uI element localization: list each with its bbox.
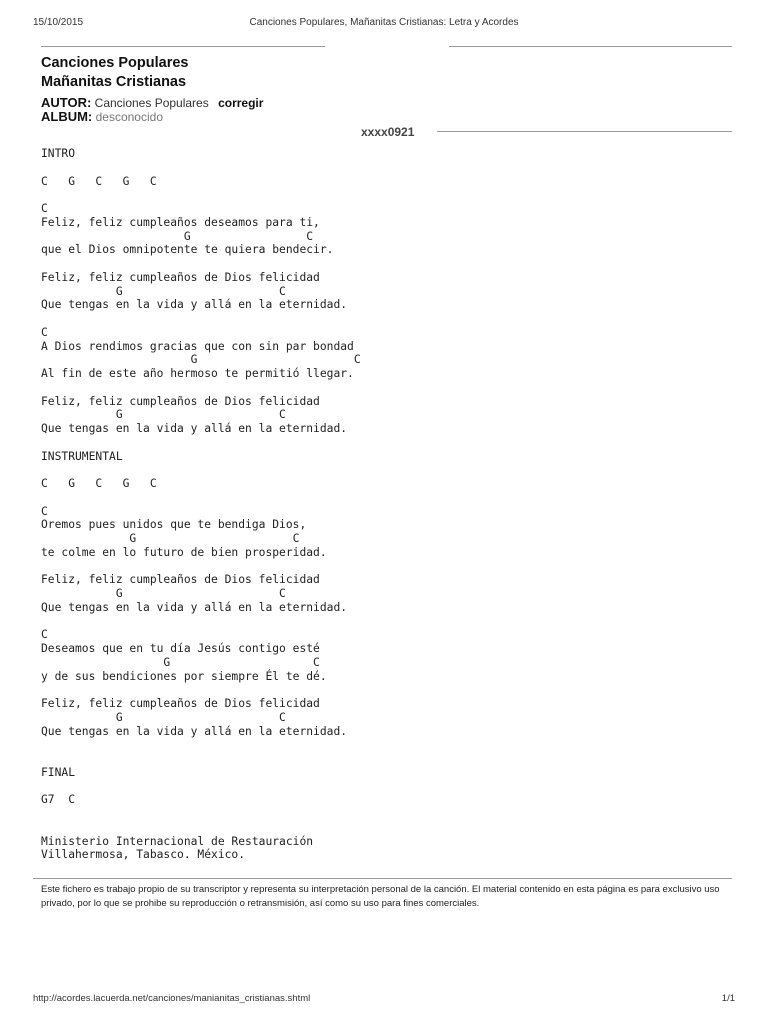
song-meta	[41, 96, 263, 124]
disclaimer-text: Este fichero es trabajo propio de su transcriptor y representa su interpretación personal de la canción. El material contenido en esta página es para exclusivo uso privado, por lo que se prohibe su reproducción o retransmisión, así como su uso para fines comerciales.	[41, 884, 720, 909]
header-divider-left	[41, 46, 325, 47]
autor-label: AUTOR:	[41, 95, 92, 110]
song-name: Mañanitas Cristianas	[41, 74, 187, 90]
album-label: ALBUM:	[41, 109, 93, 124]
lyrics-chords: INTRO C G C G C C Feliz, feliz cumpleaños deseamos para ti, G C que el Dios omnipotente te quiera bendecir. Feliz, feliz cumpleaños de Dios felicidad G C Que tengas en la vida y allá en la eternidad. C A Dios rendimos gracias que con sin par bondad G C Al fin de este año hermoso te permitió llegar. Feliz, feliz cumpleaños de Dios felicidad G C Que tengas en la vida y allá en la eternidad. INSTRUMENTAL C G C G C C Oremos pues unidos que te bendiga Dios, G C te colme en lo futuro de bien prosperidad. Feliz, feliz cumpleaños de Dios felicidad G C Que tengas en la vida y allá en la eternidad. C Deseamos que en tu día Jesús contigo esté G C y de sus bendiciones por siempre Él te dé. Feliz, feliz cumpleaños de Dios felicidad G C Que tengas en la vida y allá en la eternidad. FINAL G7 C Ministerio Internacional de Restauración Villahermosa, Tabasco. México.	[41, 147, 361, 862]
page-number: 1/1	[721, 993, 735, 1004]
autor-value[interactable]: Canciones Populares	[94, 96, 209, 110]
print-url: http://acordes.lacuerda.net/canciones/manianitas_cristianas.shtml	[33, 993, 311, 1004]
print-date: 15/10/2015	[33, 17, 84, 28]
uploader-divider	[437, 131, 732, 132]
correct-link[interactable]: corregir	[218, 96, 264, 110]
autor-row	[41, 96, 263, 110]
print-header	[0, 17, 768, 31]
album-value: desconocido	[95, 110, 163, 124]
uploader-name: xxxx0921	[361, 125, 415, 139]
artist-name: Canciones Populares	[41, 55, 189, 71]
print-title: Canciones Populares, Mañanitas Cristianas: Letra y Acordes	[249, 17, 519, 28]
disclaimer-divider	[33, 878, 732, 879]
song-title-block	[41, 54, 188, 92]
header-divider-right	[449, 46, 732, 47]
album-row	[41, 110, 263, 124]
